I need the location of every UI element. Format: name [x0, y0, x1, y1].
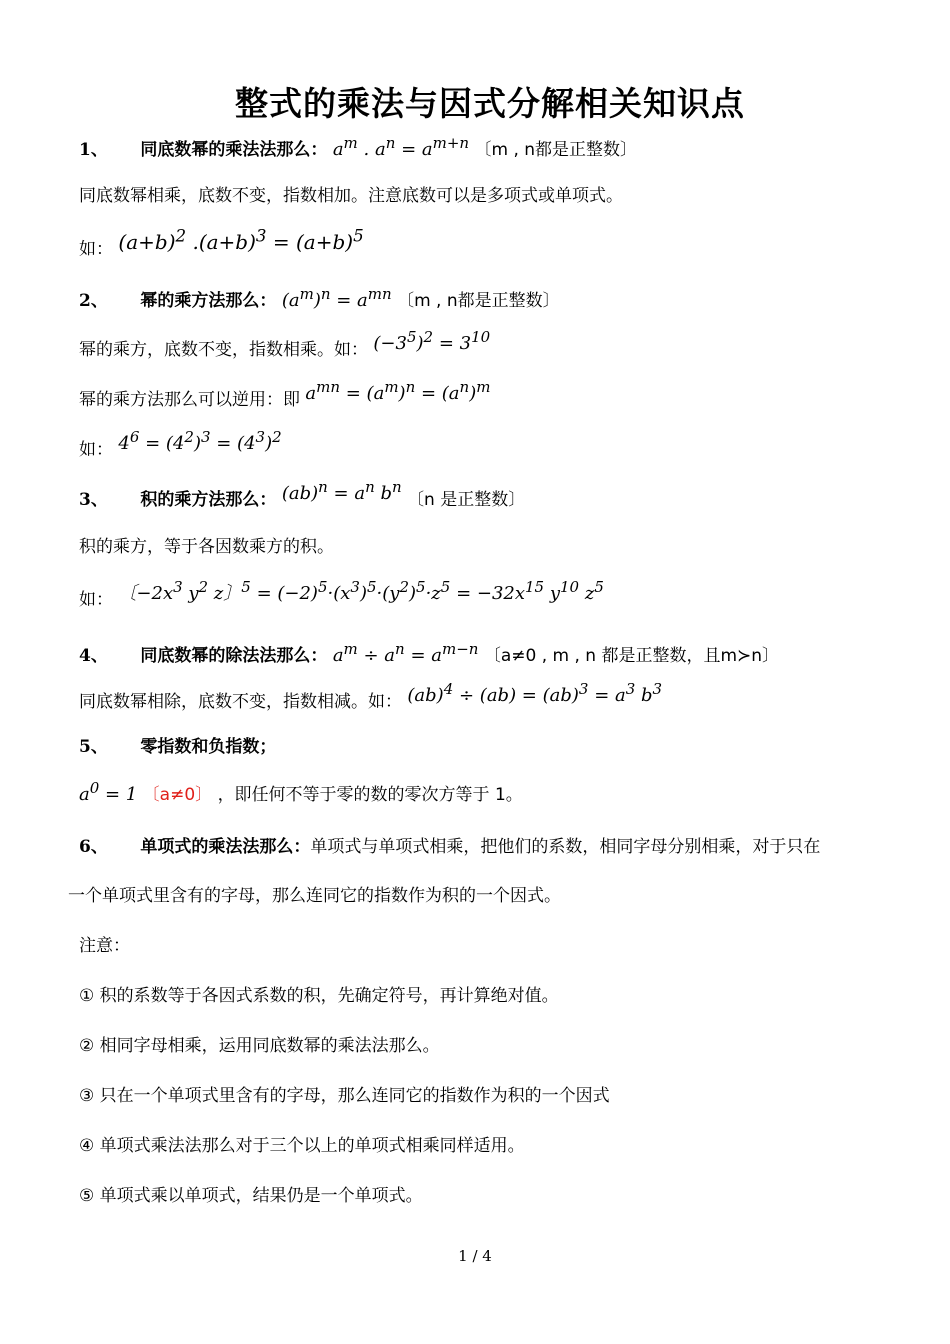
- section-3-description: 积的乘方，等于各因数乘方的积。: [79, 537, 334, 557]
- section-1-title: 同底数幂的乘法法那么：: [140, 140, 328, 160]
- section-1-formula: $a^m$ . $a^n = a^{m+n}$: [332, 134, 470, 160]
- section-6-note-item-4: ④ 单项式乘法法那么对于三个以上的单项式相乘同样适用。: [79, 1136, 525, 1156]
- section-4-description-example: $(ab)^4 \div (ab) = (ab)^3 = a^3$ $b^3$: [407, 680, 663, 706]
- section-5-formula: $a^0 = 1$: [79, 779, 138, 805]
- section-1-number: 1、: [79, 140, 108, 160]
- section-2-example-label: 如：: [79, 440, 113, 460]
- section-2-reverse: [79, 378, 491, 412]
- section-4-description-text: 同底数幂相除，底数不变，指数相减。如：: [79, 692, 402, 712]
- section-4-title: 同底数幂的除法法那么：: [140, 646, 328, 666]
- section-6-note-label: 注意：: [79, 936, 130, 956]
- section-3-example: [79, 578, 604, 612]
- section-5-number: 5、: [79, 737, 108, 757]
- section-6-description-line-1: 单项式与单项式相乘，把他们的系数，相同字母分别相乘，对于只在: [310, 837, 821, 857]
- section-2-description-text: 幂的乘方，底数不变，指数相乘。如：: [79, 340, 368, 360]
- section-6-note-item-1: ① 积的系数等于各因式系数的积，先确定符号，再计算绝对值。: [79, 986, 559, 1006]
- section-3-number: 3、: [79, 490, 108, 510]
- section-1-example-label: 如：: [79, 239, 113, 260]
- section-6-note-item-5: ⑤ 单项式乘以单项式，结果仍是一个单项式。: [79, 1186, 423, 1206]
- section-1-description: 同底数幂相乘，底数不变，指数相加。注意底数可以是多项式或单项式。: [79, 186, 623, 206]
- section-4-number: 4、: [79, 646, 108, 666]
- section-5-heading: [79, 735, 276, 759]
- section-3-title: 积的乘方法那么：: [140, 490, 277, 510]
- section-2-reverse-text: 幂的乘方法那么可以逆用：即: [79, 390, 300, 410]
- section-5-title: 零指数和负指数；: [140, 737, 277, 757]
- section-2-example: [79, 428, 282, 462]
- section-3-heading: [79, 478, 526, 512]
- section-5-description: ，即任何不等于零的数的零次方等于 1。: [217, 785, 523, 805]
- section-6-heading: [79, 835, 820, 859]
- section-2-title: 幂的乘方法那么：: [140, 291, 277, 311]
- section-6-title: 单项式的乘法法那么：: [140, 837, 311, 857]
- section-1-example-formula: $(a+b)^2$ $.(a+b)^3 = (a+b)^5$: [118, 226, 364, 254]
- section-6-number: 6、: [79, 837, 108, 857]
- section-4-heading: [79, 637, 779, 668]
- section-4-description: [79, 680, 663, 714]
- page-number: 1 / 4: [458, 1247, 492, 1265]
- section-6-note-item-3: ③ 只在一个单项式里含有的字母，那么连同它的指数作为积的一个因式: [79, 1086, 610, 1106]
- section-3-example-formula: 〔$-2x^3$ $y^2$ z〕$^5 = (-2)^5\cdot(x^3)^5\cdot(y^2)^5\cdot z^5 = -32x^{15}$ $y^{10}$ $z^5$: [118, 578, 604, 604]
- page-title: 整式的乘法与因式分解相关知识点: [235, 84, 745, 123]
- section-2-heading: [79, 282, 560, 313]
- section-4-formula: $a^m \div a^n = a^{m-n}$: [332, 640, 479, 666]
- section-2-example-formula: $4^6 = (4^2)^3 = (4^3)^2$: [118, 428, 282, 454]
- section-2-description-example: $(-3^5)^2 = 3^{10}$: [373, 328, 491, 354]
- section-1-condition: 〔m , n都是正整数〕: [474, 140, 638, 160]
- section-2-number: 2、: [79, 291, 108, 311]
- section-4-condition: 〔a≠0 , m , n 都是正整数，且m≻n〕: [483, 646, 780, 666]
- section-3-example-label: 如：: [79, 590, 113, 610]
- section-3-formula: $(ab)^n = a^n$ $b^n$: [281, 478, 402, 504]
- section-6-note-item-2: ② 相同字母相乘，运用同底数幂的乘法法那么。: [79, 1036, 440, 1056]
- section-2-formula: $(a^m)^n = a^{mn}$: [281, 285, 392, 311]
- section-3-condition: 〔n 是正整数〕: [407, 490, 526, 510]
- section-1-heading: [79, 131, 637, 162]
- section-2-condition: 〔m , n都是正整数〕: [397, 291, 560, 311]
- section-5-body: [79, 776, 523, 807]
- section-5-condition: 〔a≠0〕: [142, 785, 213, 805]
- section-6-description-line-2: 一个单项式里含有的字母，那么连同它的指数作为积的一个因式。: [68, 886, 561, 906]
- section-2-reverse-formula: $a^{mn} = (a^m)^n = (a^n)^m$: [305, 378, 491, 404]
- section-1-example: [79, 226, 364, 262]
- section-2-description: [79, 328, 491, 362]
